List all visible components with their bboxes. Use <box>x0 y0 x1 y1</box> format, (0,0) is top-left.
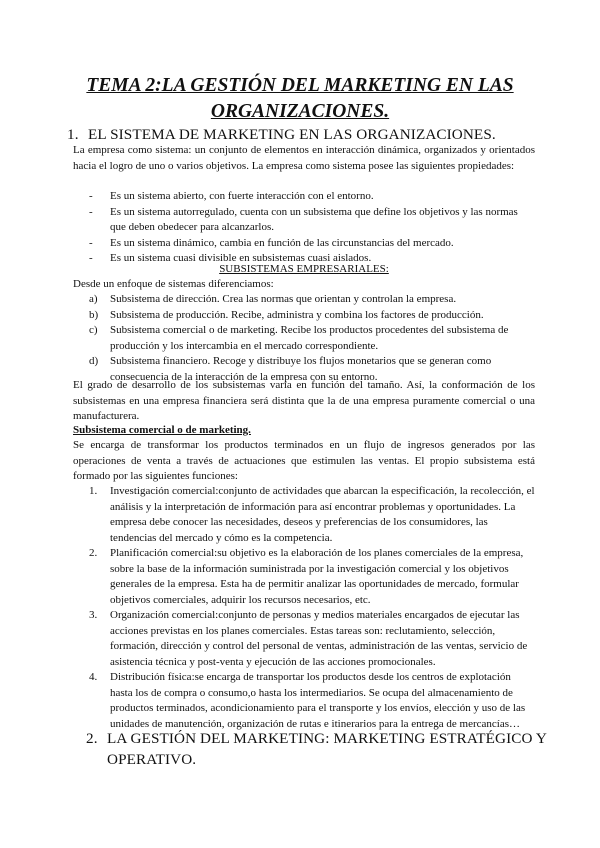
list-item <box>73 236 535 252</box>
section-1-heading <box>67 125 496 144</box>
list-marker: 4. <box>89 671 98 683</box>
list-marker: c) <box>89 324 98 336</box>
commercial-paragraph: Se encarga de transformar los productos terminados en un flujo de ingresos generados por las operaciones de venta a través de actuaciones que estimulen las ventas. El propio subsistema está formado por las siguientes funciones: <box>73 439 535 482</box>
list-marker: 3. <box>89 609 98 621</box>
document-title-line-2: ORGANIZACIONES. <box>210 101 390 122</box>
list-item <box>73 205 535 236</box>
development-paragraph: El grado de desarrollo de los subsistemas varía en función del tamaño. Así, la conformación de los subsistemas en una empresa financiera será distinta que la de una empresa puramente comercial o una manufacturera. <box>73 379 535 422</box>
list-item-text: Subsistema de dirección. Crea las normas que orientan y controlan la empresa. <box>110 293 457 305</box>
section-2-heading <box>86 728 547 770</box>
section-2-number: 2. <box>86 730 98 747</box>
section-1-number: 1. <box>67 126 79 143</box>
list-item-text: Distribución física:se encarga de transportar los productos desde los centros de explotación hasta los de compra o consumo,o hasta los intermediarios. Se ocupa del almacenamiento de productos terminados, acondicionamiento para el transporte y los envíos, elección y uso de las unidades de manutención, organización de rutas e itinerarios para la entrega de mercancías… <box>110 671 526 730</box>
properties-list <box>73 189 535 267</box>
list-item <box>73 608 535 670</box>
list-item <box>73 484 535 546</box>
list-item <box>73 546 535 608</box>
list-item-text: Investigación comercial:conjunto de actividades que abarcan la especificación, la recolección, el análisis y la interpretación de información para así encontrar problemas y oportunidades. La empresa debe conocer las necesidades, deseos y preferencias de los consumidores, las tendencias del mercado y cómo es la competencia. <box>110 485 535 544</box>
subsystems-list <box>73 292 535 385</box>
list-marker: a) <box>89 293 98 305</box>
list-marker: - <box>89 205 93 218</box>
subsystems-title: SUBSISTEMAS EMPRESARIALES: <box>219 263 389 275</box>
list-item-text: Es un sistema dinámico, cambia en función de las circunstancias del mercado. <box>110 236 454 249</box>
list-marker: b) <box>89 308 99 321</box>
list-marker: d) <box>89 355 99 367</box>
functions-list <box>73 484 535 732</box>
list-item-text: Planificación comercial:su objetivo es la elaboración de los planes comerciales de la empresa, sobre la base de la información suministrada por la investigación comercial y los objetivos generales de la empresa. Esta ha de permitir analizar las oportunidades de mercado, formular objetivos comerciales, adquirir los recursos necesarios, etc. <box>110 547 524 606</box>
section-1-heading-text: EL SISTEMA DE MARKETING EN LAS ORGANIZACIONES. <box>88 126 496 143</box>
list-item-text: Subsistema financiero. Recoge y distribuye los flujos monetarios que se generan como consecuencia de la interacción de la empresa con su entorno. <box>110 355 492 383</box>
list-item-text: Es un sistema cuasi divisible en subsistemas cuasi aislados. <box>110 252 372 264</box>
list-item-text: Subsistema de producción. Recibe, administra y combina los factores de producción. <box>110 308 484 321</box>
subsystems-intro: Desde un enfoque de sistemas diferenciamos: <box>73 278 274 290</box>
list-marker: 2. <box>89 547 98 559</box>
intro-paragraph: La empresa como sistema: un conjunto de elementos en interacción dinámica, organizados y orientados hacia el logro de uno o varios objetivos. La empresa como sistema posee las siguientes propiedades: <box>73 144 535 172</box>
list-item-text: Es un sistema abierto, con fuerte interacción con el entorno. <box>110 190 374 202</box>
list-item <box>73 308 535 324</box>
list-item <box>73 670 535 732</box>
document-title-line-1: TEMA 2:LA GESTIÓN DEL MARKETING EN LAS <box>86 75 514 96</box>
section-2-heading-text: LA GESTIÓN DEL MARKETING: MARKETING ESTRATÉGICO Y OPERATIVO. <box>107 730 547 768</box>
list-item <box>73 189 535 205</box>
list-item-text: Subsistema comercial o de marketing. Recibe los productos procedentes del subsistema de producción y los intercambia en el mercado correspondiente. <box>110 324 509 352</box>
list-marker: - <box>89 236 93 249</box>
list-marker: 1. <box>89 485 98 497</box>
list-item <box>73 292 535 308</box>
list-marker: - <box>89 190 93 202</box>
list-item-text: Organización comercial:conjunto de personas y medios materiales encargados de ejecutar las acciones previstas en los planes comerciales. Estas tareas son: reclutamiento, selección, formación, dirección y control del personal de ventas, administración de las ventas, servicio de asistencia técnica y post-venta y ejecución de las acciones promocionales. <box>110 609 528 668</box>
list-item <box>73 323 535 354</box>
commercial-subsystem-title: Subsistema comercial o de marketing. <box>73 424 251 436</box>
list-marker: - <box>89 252 93 264</box>
list-item-text: Es un sistema autorregulado, cuenta con un subsistema que define los objetivos y las normas que deben obedecer para alcanzarlos. <box>110 205 518 233</box>
